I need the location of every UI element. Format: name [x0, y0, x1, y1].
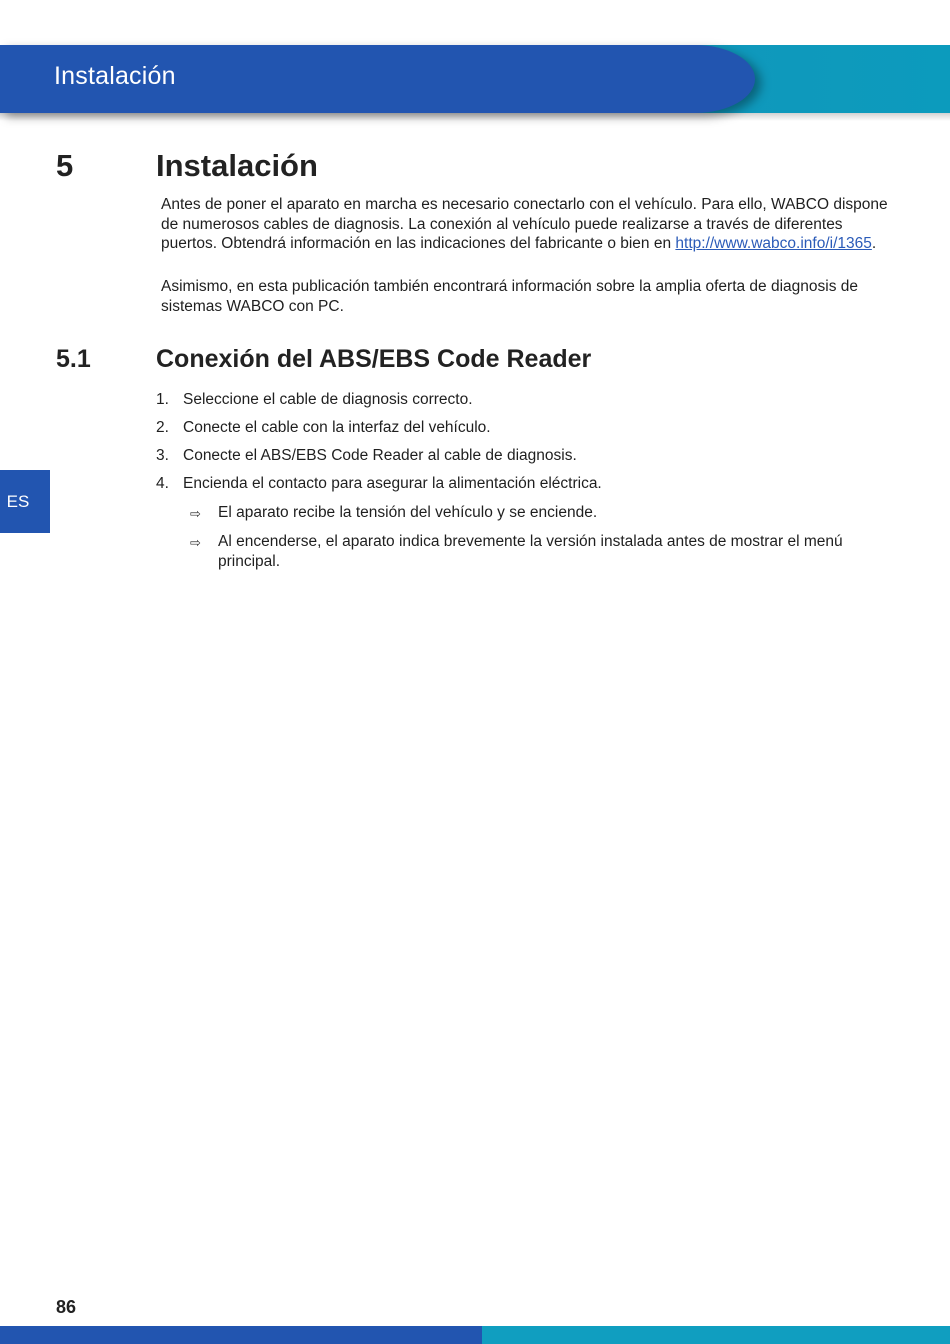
page-number: 86	[56, 1297, 77, 1317]
arrow-right-outline-icon: ⇨	[190, 506, 201, 521]
subsection-number: 5.1	[56, 345, 91, 373]
pc-diagnosis-paragraph: Asimismo, en esta publicación también encontrará información sobre la amplia oferta de diagnosis de sistemas WABCO con PC.	[161, 278, 859, 315]
step-item	[156, 418, 886, 438]
result-item	[190, 503, 880, 524]
step-number: 3.	[156, 447, 169, 464]
section-title: Instalación	[156, 148, 318, 183]
header-shadow	[0, 113, 950, 121]
wabco-info-link[interactable]: http://www.wabco.info/i/1365	[675, 235, 872, 252]
result-text: Al encenderse, el aparato indica brevemente la versión instalada antes de mostrar el menú principal.	[218, 533, 843, 570]
result-item	[190, 532, 880, 571]
step-text: Conecte el cable con la interfaz del vehículo.	[183, 419, 491, 436]
intro-text: Antes de poner el aparato en marcha es necesario conectarlo con el vehículo. Para ello, WABCO dispone de numerosos cables de diagnosis. La conexión al vehículo puede realizarse a través de diferentes puertos. Obtendrá información en las indicaciones del fabricante o bien en	[161, 196, 888, 252]
subsection-title: Conexión del ABS/EBS Code Reader	[156, 345, 592, 373]
intro-paragraph	[161, 195, 891, 254]
footer-band-blue	[0, 1326, 482, 1344]
result-text: El aparato recibe la tensión del vehículo y se enciende.	[218, 504, 598, 521]
intro-text-end: .	[871, 235, 877, 252]
section-number: 5	[56, 148, 74, 183]
step-text: Seleccione el cable de diagnosis correcto.	[183, 391, 473, 408]
step-item	[156, 474, 886, 494]
footer-band-teal	[482, 1326, 950, 1344]
step-results-list	[190, 503, 880, 580]
step-number: 1.	[156, 391, 169, 408]
step-number: 2.	[156, 419, 169, 436]
language-tab: ES	[0, 470, 50, 533]
step-item	[156, 390, 886, 410]
step-text: Encienda el contacto para asegurar la alimentación eléctrica.	[183, 475, 602, 492]
step-item	[156, 446, 886, 466]
arrow-right-outline-icon: ⇨	[190, 535, 201, 550]
connection-steps-list	[156, 390, 886, 502]
step-number: 4.	[156, 475, 169, 492]
step-text: Conecte el ABS/EBS Code Reader al cable de diagnosis.	[183, 447, 577, 464]
running-header-title: Instalación	[54, 62, 176, 90]
